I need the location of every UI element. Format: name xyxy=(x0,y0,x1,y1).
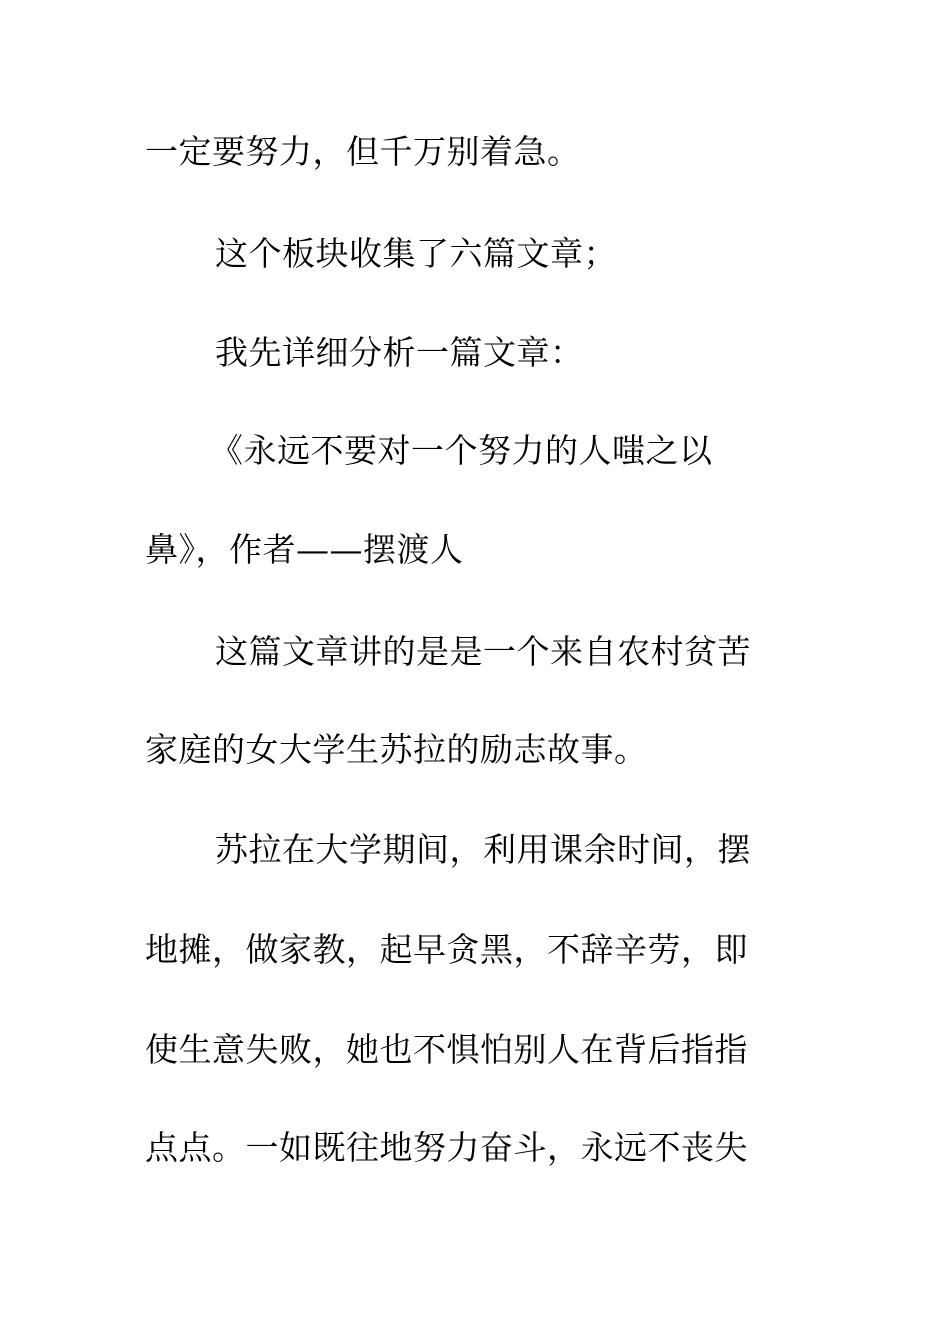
text-line: 鼻》，作者——摆渡人 xyxy=(145,530,464,569)
text-line: 一定要努力，但千万别着急。 xyxy=(145,132,581,171)
text-line: 我先详细分析一篇文章： xyxy=(215,333,584,372)
text-line: 地摊，做家教，起早贪黑，不辞辛劳，即 xyxy=(145,930,748,969)
text-line: 使生意失败，她也不惧怕别人在背后指指 xyxy=(145,1030,748,1069)
text-line: 点点。一如既往地努力奋斗，永远不丧失 xyxy=(145,1128,748,1167)
text-line: 这个板块收集了六篇文章； xyxy=(215,234,617,273)
text-line: 苏拉在大学期间，利用课余时间，摆 xyxy=(215,830,751,869)
text-line: 这篇文章讲的是是一个来自农村贫苦 xyxy=(215,632,751,671)
text-line: 《永远不要对一个努力的人嗤之以 xyxy=(210,431,713,470)
text-line: 家庭的女大学生苏拉的励志故事。 xyxy=(145,730,648,769)
